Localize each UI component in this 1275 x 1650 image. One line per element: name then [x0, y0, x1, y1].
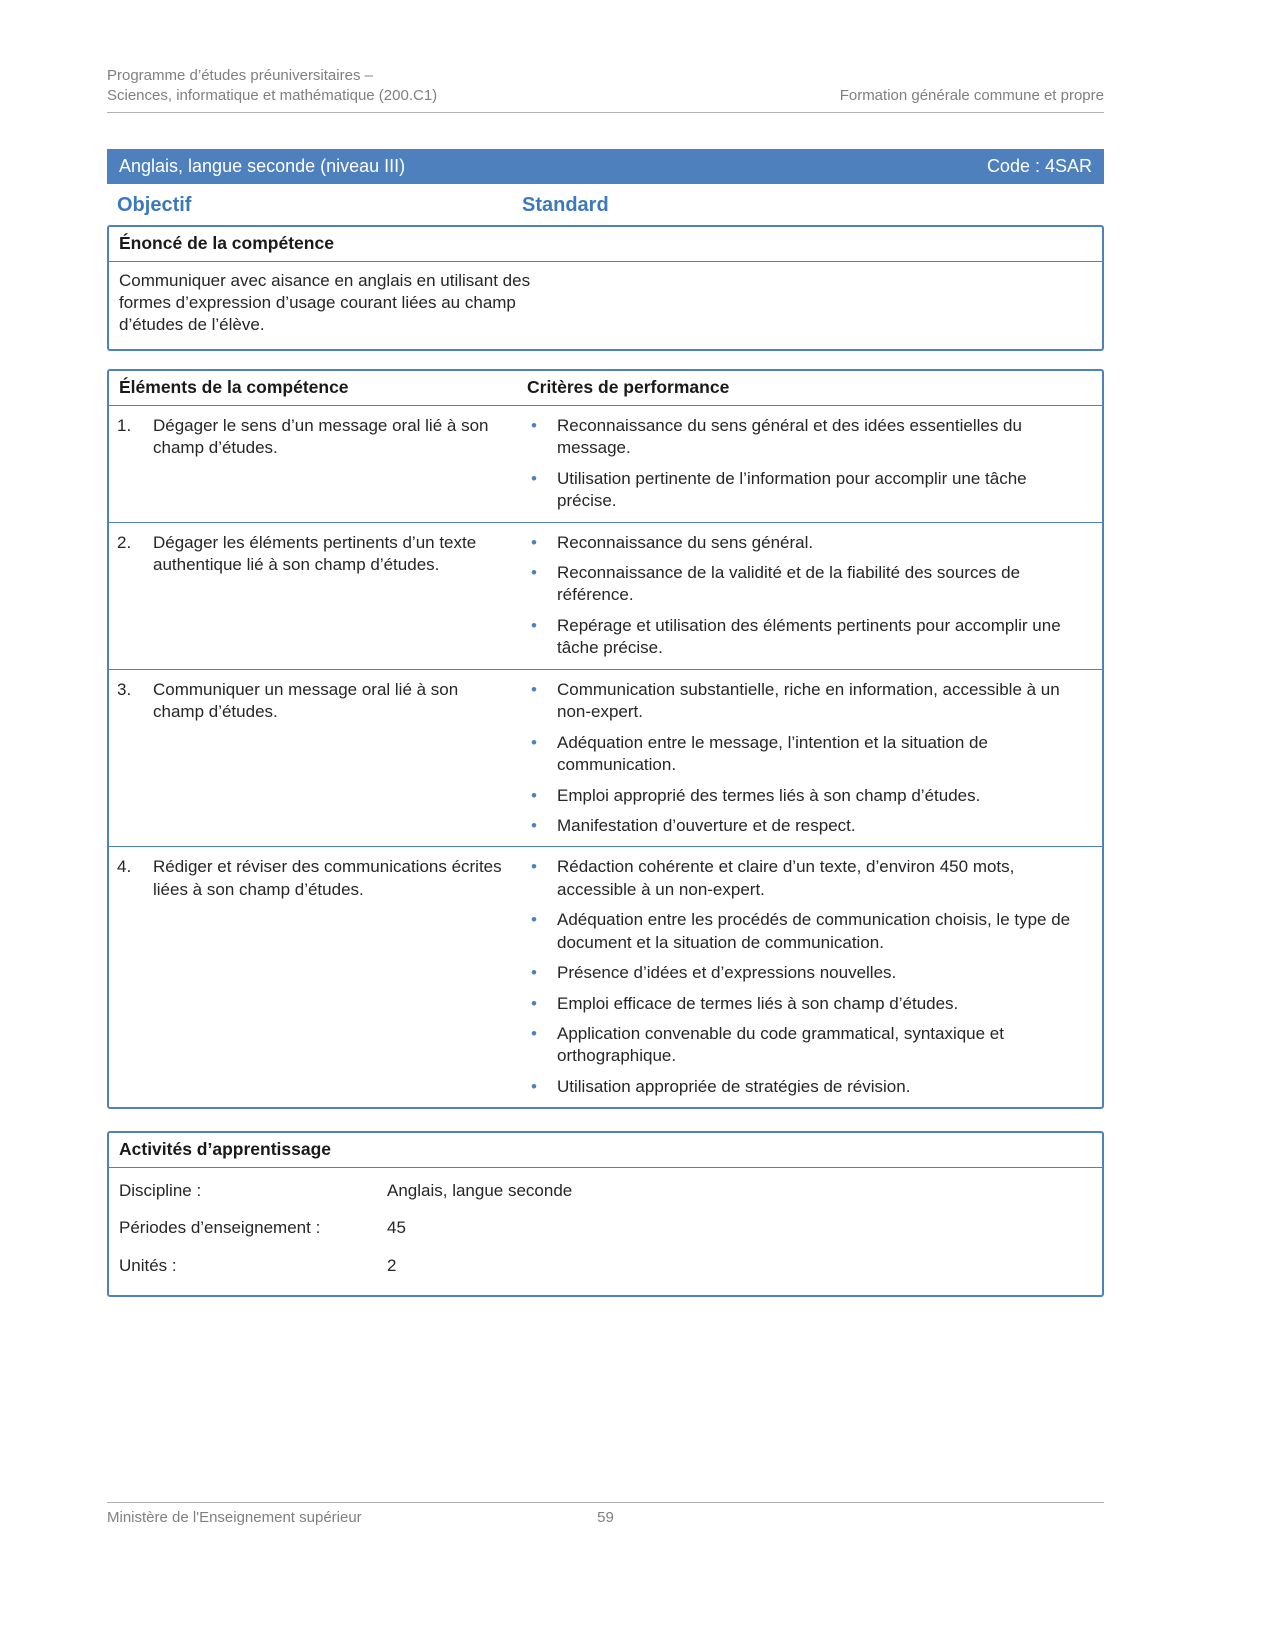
- activities-heading: Activités d’apprentissage: [109, 1133, 1102, 1168]
- criterion-item: • Utilisation pertinente de l’information pour accomplir une tâche précise.: [517, 468, 1086, 513]
- table-header-row: [109, 371, 1102, 406]
- header-program-block: [107, 66, 437, 107]
- activity-row: [119, 1255, 1092, 1277]
- enonce-heading: Énoncé de la compétence: [109, 227, 1102, 262]
- periodes-value: 45: [387, 1218, 406, 1238]
- element-cell: [109, 847, 517, 1107]
- header-program-line1: Programme d’études préuniversitaires –: [107, 67, 373, 84]
- element-number: 1.: [117, 415, 132, 435]
- criteria-cell: [517, 523, 1102, 669]
- criteria-list: [517, 415, 1086, 513]
- criteria-list: [517, 856, 1086, 1098]
- criterion-item: • Rédaction cohérente et claire d’un texte, d’environ 450 mots, accessible à un non-expert.: [517, 856, 1086, 901]
- element-text: Rédiger et réviser des communications écrites liées à son champ d’études.: [153, 857, 502, 899]
- objectif-heading: Objectif: [117, 193, 192, 216]
- page-content: [107, 0, 1104, 1297]
- criterion-item: • Repérage et utilisation des éléments pertinents pour accomplir une tâche précise.: [517, 615, 1086, 660]
- course-code: Code : 4SAR: [986, 155, 1092, 176]
- element-cell: [109, 523, 517, 669]
- enonce-text: Communiquer avec aisance en anglais en utilisant des formes d’expression d’usage courant liées au champ d’études de l’élève.: [119, 270, 531, 335]
- table-row: [109, 846, 1102, 1107]
- table-row: [109, 406, 1102, 522]
- element-cell: [109, 670, 517, 847]
- criterion-item: • Reconnaissance du sens général.: [517, 532, 1086, 554]
- course-title: Anglais, langue seconde (niveau III): [119, 155, 406, 176]
- enonce-box: [107, 225, 1104, 351]
- criterion-item: • Emploi efficace de termes liés à son champ d’études.: [517, 993, 1086, 1015]
- criteria-cell: [517, 670, 1102, 847]
- criteria-cell: [517, 847, 1102, 1107]
- table-row: [109, 669, 1102, 847]
- criterion-item: • Adéquation entre les procédés de communication choisis, le type de document et la situation de communication.: [517, 909, 1086, 954]
- discipline-value: Anglais, langue seconde: [387, 1181, 573, 1201]
- element-number: 4.: [117, 857, 132, 877]
- activity-row: [119, 1217, 1092, 1239]
- header-formation-label: Formation générale commune et propre: [839, 87, 1104, 105]
- header-program-line2: Sciences, informatique et mathématique (200.C1): [107, 87, 438, 105]
- page-header: [107, 66, 1104, 113]
- discipline-label: Discipline :: [119, 1181, 202, 1201]
- page-footer: [107, 1502, 1104, 1526]
- element-number: 2.: [117, 532, 132, 552]
- standard-heading: Standard: [522, 193, 609, 216]
- criteria-list: [517, 532, 1086, 660]
- table-row: [109, 522, 1102, 669]
- element-number: 3.: [117, 679, 132, 699]
- criteria-list: [517, 679, 1086, 838]
- competence-table: [107, 369, 1104, 1110]
- element-text: Communiquer un message oral lié à son champ d’études.: [153, 679, 459, 722]
- criterion-item: • Présence d’idées et d’expressions nouvelles.: [517, 962, 1086, 984]
- activities-body: [109, 1168, 1102, 1294]
- criteria-cell: [517, 406, 1102, 522]
- element-text: Dégager les éléments pertinents d’un texte authentique lié à son champ d’études.: [153, 532, 477, 574]
- element-text: Dégager le sens d’un message oral lié à son champ d’études.: [153, 415, 489, 458]
- criterion-item: • Manifestation d’ouverture et de respect.: [517, 815, 1086, 837]
- footer-page-number: 59: [597, 1509, 614, 1526]
- elements-column-header: Éléments de la compétence: [119, 376, 349, 397]
- criterion-item: • Adéquation entre le message, l’intention et la situation de communication.: [517, 732, 1086, 777]
- criterion-item: • Utilisation appropriée de stratégies de révision.: [517, 1076, 1086, 1098]
- criterion-item: • Communication substantielle, riche en information, accessible à un non-expert.: [517, 679, 1086, 724]
- criteres-column-header: Critères de performance: [527, 376, 730, 397]
- element-cell: [109, 406, 517, 522]
- enonce-body: [109, 262, 1102, 349]
- unites-value: 2: [387, 1255, 397, 1275]
- activity-row: [119, 1180, 1092, 1202]
- periodes-label: Périodes d’enseignement :: [119, 1218, 321, 1238]
- criterion-item: • Reconnaissance de la validité et de la fiabilité des sources de référence.: [517, 562, 1086, 607]
- activities-box: [107, 1131, 1104, 1296]
- criterion-item: • Reconnaissance du sens général et des idées essentielles du message.: [517, 415, 1086, 460]
- footer-ministry: Ministère de l'Enseignement supérieur: [107, 1509, 362, 1526]
- unites-label: Unités :: [119, 1255, 177, 1275]
- course-banner: [107, 149, 1104, 184]
- criterion-item: • Emploi approprié des termes liés à son champ d’études.: [517, 785, 1086, 807]
- section-headings: [107, 194, 1104, 217]
- criterion-item: • Application convenable du code grammatical, syntaxique et orthographique.: [517, 1023, 1086, 1068]
